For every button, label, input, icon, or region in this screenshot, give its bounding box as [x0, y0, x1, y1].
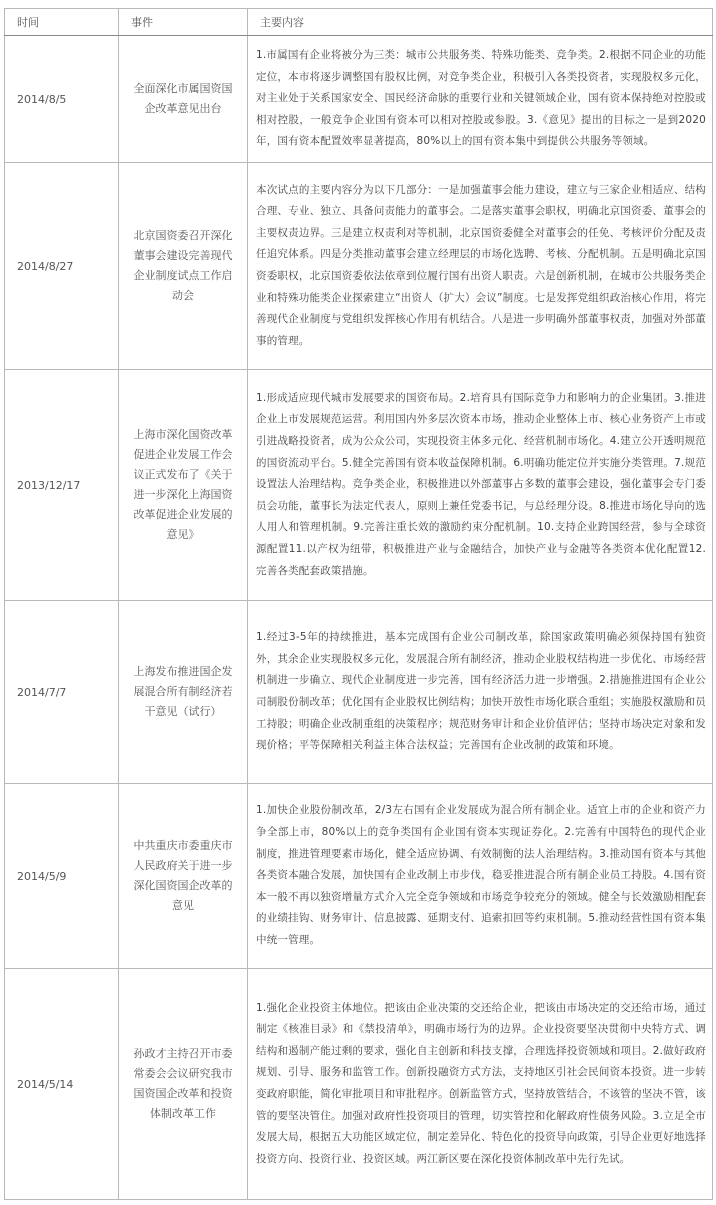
table-row — [5, 601, 713, 784]
header-time: 时间 — [5, 9, 119, 36]
header-content: 主要内容 — [248, 9, 713, 36]
row-event: 上海发布推进国企发展混合所有制经济若干意见（试行） — [119, 601, 248, 784]
table-row — [5, 969, 713, 1200]
header-row — [5, 9, 713, 36]
header-event: 事件 — [119, 9, 248, 36]
row-time: 2013/12/17 — [5, 370, 119, 601]
policy-table — [4, 8, 713, 1200]
row-time: 2014/5/9 — [5, 784, 119, 969]
row-event: 全面深化市属国资国企改革意见出台 — [119, 36, 248, 163]
row-time: 2014/8/5 — [5, 36, 119, 163]
row-content: 1.强化企业投资主体地位。把该由企业决策的交还给企业，把该由市场决定的交还给市场，通过制定《核准目录》和《禁投清单》，明确市场行为的边界。企业投资要坚决贯彻中央特方式、调结构和遏制产能过剩的要求，强化自主创新和科技支撑，合理选择投资领域和项目。2.做好政府规划、引导、服务和监管工作。创新投融资方式方法，支持地区引社会民间资本投资。进一步转变政府职能，简化审批项目和审批程序。创新监管方式，坚持放管结合，不该管的坚决不管，该管的要坚决管住。加强对政府性投资项目的管理，切实管控和化解政府性债务风险。3.立足全市发展大局，根据五大功能区域定位，制定差异化、特色化的投资导向政策，引导企业更好地选择投资方向、投资行业、投资区域。两江新区要在深化投资体制改革中先行先试。 — [248, 969, 713, 1200]
table-row — [5, 36, 713, 163]
table-row — [5, 163, 713, 370]
table-row — [5, 784, 713, 969]
row-content: 1.加快企业股份制改革，2/3左右国有企业发展成为混合所有制企业。适宜上市的企业和资产力争全部上市，80%以上的竞争类国有企业国有资本实现证券化。2.完善有中国特色的现代企业制度，推进管理要素市场化，健全适应协调、有效制衡的法人治理结构。3.推动国有资本与其他各类资本融合发展，加快国有企业改制上市步伐，稳妥推进混合所有制企业员工持股。4.国有资本一般不再以独资增量方式介入完全竞争领域和市场竞争较充分的领域。健全与长效激励相配套的业绩挂钩、财务审计、信息披露、延期支付、追索扣回等约束机制。5.推动经营性国有资本集中统一管理。 — [248, 784, 713, 969]
row-content: 1.市属国有企业将被分为三类：城市公共服务类、特殊功能类、竞争类。2.根据不同企业的功能定位，本市将逐步调整国有股权比例，对竞争类企业，积极引入各类投资者，实现股权多元化，对主业处于关系国家安全、国民经济命脉的重要行业和关键领域企业，国有资本保持绝对控股或相对控股，一般竞争企业国有资本可以相对控股或参股。3.《意见》提出的目标之一是到2020年，国有资本配置效率显著提高，80%以上的国有资本集中到提供公共服务等领域。 — [248, 36, 713, 163]
row-time: 2014/5/14 — [5, 969, 119, 1200]
row-event: 上海市深化国资改革促进企业发展工作会议正式发布了《关于进一步深化上海国资改革促进企业发展的意见》 — [119, 370, 248, 601]
table-row — [5, 370, 713, 601]
row-time: 2014/8/27 — [5, 163, 119, 370]
row-content: 本次试点的主要内容分为以下几部分：一是加强董事会能力建设，建立与三家企业相适应、结构合理、专业、独立、具备问责能力的董事会。二是落实董事会职权，明确北京国资委、董事会的主要权责边界。三是建立权责利对等机制，北京国资委健全对董事会的任免、考核评价分配及责任追究体系。四是分类推动董事会建立经理层的市场化选聘、考核、分配机制。五是明确北京国资委职权，北京国资委依法依章到位履行国有出资人职责。六是创新机制，在城市公共服务类企业和特殊功能类企业探索建立“出资人（扩大）会议”制度。七是发挥党组织政治核心作用，将完善现代企业制度与党组织发挥核心作用有机结合。八是进一步明确外部董事权责，加强对外部董事的管理。 — [248, 163, 713, 370]
row-event: 中共重庆市委重庆市人民政府关于进一步深化国资国企改革的意见 — [119, 784, 248, 969]
row-event: 北京国资委召开深化董事会建设完善现代企业制度试点工作启动会 — [119, 163, 248, 370]
row-content: 1.经过3-5年的持续推进，基本完成国有企业公司制改革，除国家政策明确必须保持国有独资外，其余企业实现股权多元化，发展混合所有制经济，推动企业股权结构进一步优化、市场经营机制进一步确立、现代企业制度进一步完善，国有经济活力进一步增强。2.措施推进国有企业公司制股份制改革；优化国有企业股权比例结构；加快开放性市场化联合重组；实施股权激励和员工持股；明确企业改制重组的决策程序；规范财务审计和企业价值评估；坚持市场决定对象和发现价格；平等保障相关利益主体合法权益；完善国有企业改制的政策和环境。 — [248, 601, 713, 784]
row-event: 孙政才主持召开市委常委会会议研究我市国资国企改革和投资体制改革工作 — [119, 969, 248, 1200]
row-time: 2014/7/7 — [5, 601, 119, 784]
row-content: 1.形成适应现代城市发展要求的国资布局。2.培育具有国际竞争力和影响力的企业集团。3.推进企业上市发展规范运营。利用国内外多层次资本市场，推动企业整体上市、核心业务资产上市或引进战略投资者，成为公众公司，实现投资主体多元化、经营机制市场化。4.建立公开透明规范的国资流动平台。5.健全完善国有资本收益保障机制。6.明确功能定位并实施分类管理。7.规范设置法人治理结构。竞争类企业，积极推进以外部董事占多数的董事会建设，强化董事会专门委员会功能，董事长为法定代表人，原则上兼任党委书记，与总经理分设。8.推进市场化导向的选人用人和管理机制。9.完善注重长效的激励约束分配机制。10.支持企业跨国经营，参与全球资源配置11.以产权为纽带，积极推进产业与金融结合，加快产业与金融等各类资本优化配置12.完善各类配套政策措施。 — [248, 370, 713, 601]
